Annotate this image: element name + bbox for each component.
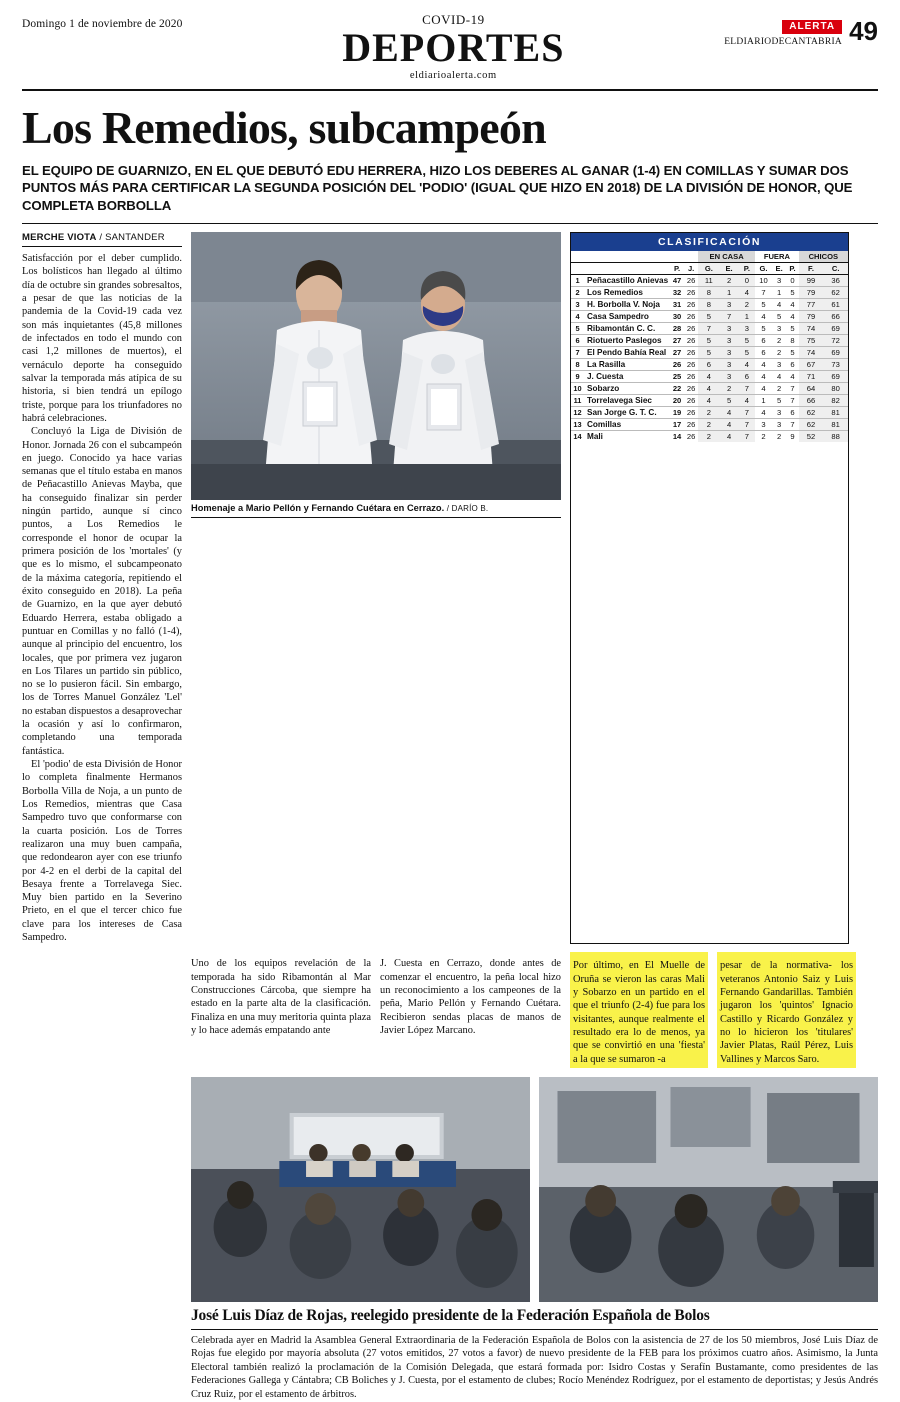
secondary-photo-right bbox=[539, 1077, 878, 1302]
cell: 79 bbox=[799, 311, 824, 323]
cell: 3 bbox=[720, 347, 739, 359]
cell: 4 bbox=[761, 312, 766, 322]
cell: 6 bbox=[790, 408, 795, 418]
paragraph: Satisfacción por el deber cumplido. Los bolísticos han llegado al último día de octubre sin grandes sobresaltos, a pesar de que las noticias de la pandemia de la Covid-19 cada vez son más inquietantes (45,8 millones de infectados en todo el mundo con casi 1,2 millones de muertos), el vernáculo deporte ha conseguido salvar la temporada más atípica de su historia, si bien tendrá un epílogo triste, porque para los triunfadores no habrá celebraciones. bbox=[22, 253, 182, 424]
cell: 5 bbox=[776, 312, 782, 322]
masthead-website: eldiarioalerta.com bbox=[409, 70, 497, 81]
row-team: Ribamontán C. C. bbox=[587, 324, 656, 334]
table-row bbox=[571, 419, 848, 431]
cell: 26 bbox=[686, 432, 696, 442]
table-row bbox=[571, 347, 848, 359]
cell: 1 bbox=[761, 396, 766, 406]
cell: 28 bbox=[672, 324, 682, 334]
cell: 0 bbox=[739, 275, 756, 287]
cell: 6 bbox=[698, 359, 719, 371]
masthead-center bbox=[182, 12, 724, 81]
cell: 19 bbox=[672, 408, 682, 418]
cell: 8 bbox=[790, 336, 795, 346]
cell: 30 bbox=[672, 312, 682, 322]
row-position: 2 bbox=[575, 288, 580, 298]
cell: 27 bbox=[672, 348, 682, 358]
cell: 26 bbox=[686, 348, 696, 358]
cell: 4 bbox=[739, 359, 756, 371]
secondary-photos bbox=[22, 1077, 878, 1302]
table-row bbox=[571, 323, 848, 335]
section-title: DEPORTES bbox=[342, 25, 565, 70]
cell: 27 bbox=[672, 336, 682, 346]
cell: 5 bbox=[761, 300, 766, 310]
cell: 2 bbox=[720, 383, 739, 395]
cell: 4 bbox=[790, 300, 795, 310]
cell: 5 bbox=[739, 335, 756, 347]
cell: 26 bbox=[686, 276, 696, 286]
lower-column-4-highlight bbox=[717, 952, 856, 1068]
col-c: C. bbox=[823, 263, 848, 275]
cell: 20 bbox=[672, 396, 682, 406]
cell: 1 bbox=[720, 287, 739, 299]
col-g-fuera: G. bbox=[755, 263, 772, 275]
paragraph: pesar de la normativa- los veteranos Antonio Saiz y Luis Fernando Gandarillas. También jugaron los 'quintos' Ignacio Castillo y Ricardo González y no lo hicieron los 'titulares' Javier Platas, Raúl Pérez, Luis Vallines y Marcos Saro. bbox=[720, 960, 853, 1065]
cell: 2 bbox=[698, 419, 719, 431]
secondary-photo-right-graphic bbox=[539, 1077, 878, 1302]
row-position: 12 bbox=[573, 408, 582, 418]
table-row bbox=[571, 431, 848, 443]
byline bbox=[22, 232, 182, 247]
bottom-spacer bbox=[22, 1077, 182, 1302]
row-team: San Jorge G. T. C. bbox=[587, 408, 657, 418]
row-team: La Rasilla bbox=[587, 360, 626, 370]
cell: 4 bbox=[776, 300, 782, 310]
paragraph: Uno de los equipos revelación de la temporada ha sido Ribamontán al Mar Construcciones Cárcoba, que siempre ha estado en la parte alta de la clasificación. Finaliza en una muy meritoria quinta plaza y lo hace además empatando ante bbox=[191, 958, 371, 1036]
cell: 8 bbox=[698, 287, 719, 299]
col-e-fuera: E. bbox=[772, 263, 786, 275]
cell: 62 bbox=[799, 419, 824, 431]
cell: 2 bbox=[776, 348, 782, 358]
table-row bbox=[571, 335, 848, 347]
row-position: 6 bbox=[575, 336, 580, 346]
cell: 52 bbox=[799, 431, 824, 443]
cell: 2 bbox=[776, 384, 782, 394]
cell: 4 bbox=[761, 372, 766, 382]
cell: 5 bbox=[776, 396, 782, 406]
cell: 6 bbox=[790, 360, 795, 370]
cell: 5 bbox=[761, 324, 766, 334]
article-column-1 bbox=[22, 232, 182, 944]
secondary-article-text: Celebrada ayer en Madrid la Asamblea General Extraordinaria de la Federación Española de Bolos con la asistencia de 27 de los 50 miembros, José Luis Díaz de Rojas fue elegido por mayoría absoluta (27 votos emitidos, 27 votos a favor) de nuevo presidente de la FEB para los próximos cuatro años. Asimismo, la Junta Electoral también realizó la proclamación de la Comisión Delegada, que estará formada por: Isidro Costas y Serafín Bustamante, como presidentes de las Federaciones Gallega y Cántabra; CB Boliches y J. Cuesta, por el estamento de clubes; Rocío Menéndez Rodríguez, por el estamento de deportistas; y Jesús Andrés Cruz Ruiz, por el estamento de árbitros. bbox=[191, 1334, 878, 1400]
publication-date: Domingo 1 de noviembre de 2020 bbox=[22, 18, 183, 30]
cell: 2 bbox=[739, 299, 756, 311]
col-p-fuera: P. bbox=[786, 263, 798, 275]
masthead-kicker: COVID-19 bbox=[422, 12, 485, 27]
standings-grid bbox=[571, 251, 848, 442]
cell: 26 bbox=[686, 300, 696, 310]
table-row bbox=[571, 287, 848, 299]
row-position: 14 bbox=[573, 432, 582, 442]
group-header-chicos: CHICOS bbox=[799, 251, 848, 263]
masthead-divider bbox=[22, 89, 878, 91]
cell: 5 bbox=[790, 288, 795, 298]
cell: 82 bbox=[823, 395, 848, 407]
byline-place: / SANTANDER bbox=[99, 232, 165, 244]
cell: 2 bbox=[698, 407, 719, 419]
cell: 4 bbox=[776, 372, 782, 382]
table-row bbox=[571, 383, 848, 395]
standings-body bbox=[571, 275, 848, 443]
cell: 71 bbox=[799, 371, 824, 383]
cell: 74 bbox=[799, 347, 824, 359]
cell: 26 bbox=[686, 420, 696, 430]
col-f: F. bbox=[799, 263, 824, 275]
row-team: Sobarzo bbox=[587, 384, 620, 394]
cell: 7 bbox=[790, 396, 795, 406]
cell: 22 bbox=[672, 384, 682, 394]
cell: 81 bbox=[823, 419, 848, 431]
cell: 80 bbox=[823, 383, 848, 395]
cell: 81 bbox=[823, 407, 848, 419]
row-position: 11 bbox=[573, 396, 582, 406]
cell: 32 bbox=[672, 288, 682, 298]
cell: 3 bbox=[739, 323, 756, 335]
row-position: 3 bbox=[575, 300, 580, 310]
cell: 26 bbox=[686, 288, 696, 298]
cell: 5 bbox=[720, 395, 739, 407]
secondary-photo-left-graphic bbox=[191, 1077, 530, 1302]
table-row bbox=[571, 407, 848, 419]
cell: 4 bbox=[720, 407, 739, 419]
cell: 8 bbox=[698, 299, 719, 311]
cell: 3 bbox=[776, 420, 782, 430]
row-team: Riotuerto Paslegos bbox=[587, 336, 662, 346]
cell: 3 bbox=[720, 335, 739, 347]
cell: 69 bbox=[823, 347, 848, 359]
cell: 47 bbox=[672, 276, 682, 286]
cell: 7 bbox=[739, 431, 756, 443]
cell: 72 bbox=[823, 335, 848, 347]
lower-spacer bbox=[22, 952, 182, 1068]
article-subhead: EL EQUIPO DE GUARNIZO, EN EL QUE DEBUTÓ EDU HERRERA, HIZO LOS DEBERES AL GANAR (1-4) EN COMILLAS Y SUMAR DOS PUNTOS MÁS PARA CERTIFICAR LA SEGUNDA POSICIÓN DEL 'PODIO' (IGUAL QUE HIZO EN 2018) DE LA DIVISIÓN DE HONOR, QUE COMPLETA BORBOLLA bbox=[22, 162, 853, 213]
row-team: Mali bbox=[587, 432, 603, 442]
standings-group-header bbox=[571, 251, 848, 263]
cell: 10 bbox=[759, 276, 768, 286]
cell: 5 bbox=[739, 347, 756, 359]
cell: 7 bbox=[720, 311, 739, 323]
row-team: Los Remedios bbox=[587, 288, 643, 298]
alerta-badge: ALERTA bbox=[782, 20, 842, 34]
cell: 75 bbox=[799, 335, 824, 347]
row-team: Casa Sampedro bbox=[587, 312, 649, 322]
cell: 31 bbox=[672, 300, 682, 310]
paragraph: Concluyó la Liga de División de Honor. Jornada 26 con el subcampeón en juego. Conocido ya hace varias semanas que el título estaba en manos de Peñacastillo Anievas Mayba, que ha conseguido finalizar sin perder ningún partido, aunque sí cinco puntos, a Los Remedios le corresponde el honor de ocupar la primera posición de los 'mortales' (y que es lo mismo, el subcampeonato de la máxima categoría, repitiendo el éxito conseguido en 2018). La peña de Guarnizo, en la que ayer debutó Eduardo Herrera, estaba obligado a puntuar en Comillas y no falló (1-4), aunque al principio del encuentro, los locales, que por primera vez jugaron en Los Tilares un partido sin público, no se lo pusieron fácil. Sin embargo, los de Torres Manuel González 'Lel' no estaban dispuestos a desaprovechar la ocasión y así lo confirmaron, completando una temporada fantástica. bbox=[22, 426, 182, 757]
cell: 3 bbox=[720, 299, 739, 311]
cell: 2 bbox=[720, 275, 739, 287]
cell: 4 bbox=[720, 419, 739, 431]
cell: 1 bbox=[739, 311, 756, 323]
bottom-spacer-2 bbox=[22, 1302, 182, 1402]
masthead bbox=[22, 14, 878, 81]
cell: 26 bbox=[686, 372, 696, 382]
cell: 4 bbox=[761, 408, 766, 418]
cell: 7 bbox=[698, 323, 719, 335]
row-position: 1 bbox=[575, 276, 580, 286]
lower-column-3-highlight bbox=[570, 952, 708, 1068]
cell: 26 bbox=[686, 408, 696, 418]
main-content bbox=[22, 232, 878, 944]
cell: 26 bbox=[686, 336, 696, 346]
cell: 66 bbox=[823, 311, 848, 323]
cell: 7 bbox=[739, 383, 756, 395]
cell: 4 bbox=[698, 383, 719, 395]
row-position: 7 bbox=[575, 348, 580, 358]
cell: 6 bbox=[739, 371, 756, 383]
col-p: P. bbox=[670, 263, 684, 275]
secondary-article-text-block bbox=[191, 1302, 878, 1402]
cell: 4 bbox=[739, 287, 756, 299]
table-row bbox=[571, 359, 848, 371]
table-row bbox=[571, 395, 848, 407]
cell: 4 bbox=[761, 360, 766, 370]
photo-caption bbox=[191, 500, 561, 514]
main-photo bbox=[191, 232, 561, 500]
cell: 4 bbox=[698, 371, 719, 383]
row-position: 9 bbox=[575, 372, 580, 382]
standings-table bbox=[570, 232, 849, 944]
secondary-photo-left bbox=[191, 1077, 530, 1302]
cell: 4 bbox=[790, 372, 795, 382]
paragraph: Por último, en El Muelle de Oruña se vieron las caras Mali y Sobarzo en un partido en el que el triunfo (2-4) fue para los visitantes, aunque realmente el resultado era lo de menos, ya que se convirtió en una 'fiesta' a la que se sumaron -a bbox=[573, 960, 705, 1065]
lower-column-2 bbox=[380, 952, 561, 1068]
row-position: 10 bbox=[573, 384, 582, 394]
photo-caption-text: Homenaje a Mario Pellón y Fernando Cuétara en Cerrazo. bbox=[191, 503, 445, 514]
row-position: 4 bbox=[575, 312, 580, 322]
main-photo-graphic bbox=[191, 232, 561, 500]
article-photo-block bbox=[191, 232, 561, 944]
cell: 2 bbox=[776, 336, 782, 346]
row-team: Torrelavega Siec bbox=[587, 396, 652, 406]
cell: 26 bbox=[672, 360, 682, 370]
row-team: El Pendo Bahía Real bbox=[587, 348, 667, 358]
cell: 3 bbox=[776, 360, 782, 370]
cell: 5 bbox=[698, 311, 719, 323]
cell: 61 bbox=[823, 299, 848, 311]
cell: 26 bbox=[686, 396, 696, 406]
cell: 11 bbox=[698, 275, 719, 287]
paper-name: ELDIARIODECANTABRIA bbox=[724, 37, 843, 47]
row-team: J. Cuesta bbox=[587, 372, 624, 382]
cell: 3 bbox=[720, 359, 739, 371]
cell: 2 bbox=[761, 432, 766, 442]
col-p-casa: P. bbox=[739, 263, 756, 275]
cell: 6 bbox=[761, 348, 766, 358]
secondary-title-divider bbox=[191, 1329, 878, 1402]
paragraph: J. Cuesta en Cerrazo, donde antes de comenzar el encuentro, la peña local hizo un reconocimiento a los campeones de la peña, Mario Pellón y Fernando Cuétara. Recibieron sendas placas de manos de Javier López Marcano. bbox=[380, 958, 561, 1036]
cell: 74 bbox=[799, 323, 824, 335]
standings-title: CLASIFICACIÓN bbox=[571, 233, 848, 251]
byline-author: MERCHE VIOTA bbox=[22, 232, 97, 244]
cell: 26 bbox=[686, 312, 696, 322]
cell: 73 bbox=[823, 359, 848, 371]
cell: 26 bbox=[686, 384, 696, 394]
page-number: 49 bbox=[849, 16, 878, 46]
cell: 26 bbox=[686, 324, 696, 334]
cell: 14 bbox=[672, 432, 682, 442]
group-header-fuera: FUERA bbox=[755, 251, 799, 263]
cell: 62 bbox=[799, 407, 824, 419]
cell: 69 bbox=[823, 323, 848, 335]
table-row bbox=[571, 275, 848, 287]
row-position: 8 bbox=[575, 360, 580, 370]
cell: 4 bbox=[761, 384, 766, 394]
row-position: 13 bbox=[573, 420, 582, 430]
cell: 69 bbox=[823, 371, 848, 383]
col-j: J. bbox=[684, 263, 698, 275]
cell: 66 bbox=[799, 395, 824, 407]
cell: 7 bbox=[790, 420, 795, 430]
cell: 5 bbox=[698, 335, 719, 347]
cell: 77 bbox=[799, 299, 824, 311]
cell: 17 bbox=[672, 420, 682, 430]
cell: 9 bbox=[790, 432, 795, 442]
cell: 3 bbox=[776, 324, 782, 334]
cell: 3 bbox=[776, 408, 782, 418]
cell: 99 bbox=[799, 275, 824, 287]
table-row bbox=[571, 311, 848, 323]
subhead-divider bbox=[22, 223, 878, 224]
cell: 62 bbox=[823, 287, 848, 299]
cell: 0 bbox=[790, 276, 795, 286]
standings-column-header bbox=[571, 263, 848, 275]
cell: 88 bbox=[823, 431, 848, 443]
cell: 3 bbox=[720, 323, 739, 335]
cell: 7 bbox=[739, 419, 756, 431]
cell: 3 bbox=[776, 276, 782, 286]
cell: 4 bbox=[698, 395, 719, 407]
group-header-encasa: EN CASA bbox=[698, 251, 755, 263]
row-position: 5 bbox=[575, 324, 580, 334]
lower-column-1 bbox=[191, 952, 371, 1068]
cell: 1 bbox=[776, 288, 782, 298]
cell: 26 bbox=[686, 360, 696, 370]
cell: 4 bbox=[720, 431, 739, 443]
secondary-article bbox=[22, 1077, 878, 1402]
masthead-right bbox=[724, 14, 878, 47]
table-row bbox=[571, 371, 848, 383]
table-row bbox=[571, 299, 848, 311]
cell: 36 bbox=[823, 275, 848, 287]
cell: 79 bbox=[799, 287, 824, 299]
col-g-casa: G. bbox=[698, 263, 719, 275]
cell: 4 bbox=[739, 395, 756, 407]
cell: 3 bbox=[761, 420, 766, 430]
article-headline: Los Remedios, subcampeón bbox=[22, 102, 546, 153]
caption-divider bbox=[191, 517, 561, 518]
col-e-casa: E. bbox=[720, 263, 739, 275]
paragraph: El 'podio' de esta División de Honor lo completa finalmente Hermanos Borbolla Villa de Noja, a un punto de Los Remedios, mientras que Casa Sampedro tuvo que conformarse con la cuarta posición. Los de Torres realizaron una muy buen campaña, que redondearon ayer con ese triunfo por 4-2 en el derbi de la capital del Besaya frente a Torrelavega Siec. Muy bien partido en la Severino Prieto, en el que el tercer chico fue clave para los intereses de Casa Sampedro. bbox=[22, 759, 182, 944]
cell: 2 bbox=[776, 432, 782, 442]
cell: 67 bbox=[799, 359, 824, 371]
cell: 5 bbox=[698, 347, 719, 359]
cell: 2 bbox=[698, 431, 719, 443]
cell: 7 bbox=[739, 407, 756, 419]
row-team: H. Borbolla V. Noja bbox=[587, 300, 660, 310]
lower-text-columns bbox=[22, 952, 878, 1068]
cell: 5 bbox=[790, 348, 795, 358]
cell: 7 bbox=[790, 384, 795, 394]
cell: 25 bbox=[672, 372, 682, 382]
cell: 64 bbox=[799, 383, 824, 395]
row-team: Comillas bbox=[587, 420, 622, 430]
cell: 7 bbox=[761, 288, 766, 298]
row-team: Peñacastillo Anievas bbox=[587, 276, 669, 286]
secondary-article-title: José Luis Díaz de Rojas, reelegido presidente de la Federación Española de Bolos bbox=[191, 1306, 710, 1324]
cell: 5 bbox=[790, 324, 795, 334]
cell: 3 bbox=[720, 371, 739, 383]
photo-credit: / DARÍO B. bbox=[446, 504, 489, 514]
cell: 4 bbox=[790, 312, 795, 322]
cell: 6 bbox=[761, 336, 766, 346]
